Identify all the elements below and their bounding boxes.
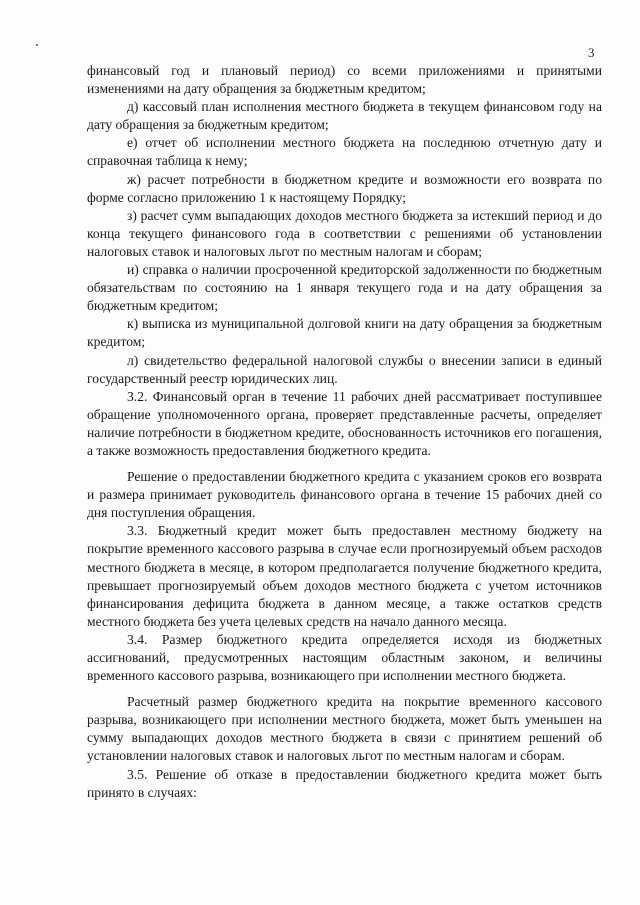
list-item-zh: ж) расчет потребности в бюджетном кредите и возможности его возврата по форме согласно приложению 1 к настоящему Порядку; <box>87 171 602 205</box>
list-item-d: д) кассовый план исполнения местного бюджета в текущем финансовом году на дату обращения за бюджетным кредитом; <box>87 99 602 133</box>
clause-3-2: 3.2. Финансовый орган в течение 11 рабочих дней рассматривает поступившее обращение уполномоченного органа, проверяет представленные расчеты, определяет наличие потребности в бюджетном кредите, обоснованность источников его погашения, а также возможность предоставления бюджетного кредита. <box>87 388 602 458</box>
list-item-l: л) свидетельство федеральной налоговой службы о внесении записи в единый государственный реестр юридических лиц. <box>87 352 602 386</box>
document-body <box>87 62 602 802</box>
scan-speck <box>36 44 38 46</box>
list-item-e: е) отчет об исполнении местного бюджета на последнюю отчетную дату и справочная таблица к нему; <box>87 135 602 169</box>
clause-3-5: 3.5. Решение об отказе в предоставлении бюджетного кредита может быть принято в случаях: <box>87 766 602 800</box>
clause-3-2-decision: Решение о предоставлении бюджетного кредита с указанием сроков его возврата и размера принимает руководитель финансового органа в течение 15 рабочих дней со дня поступления обращения. <box>87 469 602 521</box>
clause-3-3: 3.3. Бюджетный кредит может быть предоставлен местному бюджету на покрытие временного кассового разрыва в случае если прогнозируемый объем расходов местного бюджета в месяце, в котором предполагается получение бюджетного кредита, превышает прогнозируемый объем доходов местного бюджета с учетом источников финансирования дефицита бюджета в данном месяце, а также остатков средств местного бюджета без учета целевых средств на начало данного месяца. <box>87 523 602 629</box>
list-item-i: и) справка о наличии просроченной кредиторской задолженности по бюджетным обязательствам по состоянию на 1 января текущего года и на дату обращения за бюджетным кредитом; <box>87 262 602 314</box>
clause-3-4: 3.4. Размер бюджетного кредита определяется исходя из бюджетных ассигнований, предусмотренных настоящим областным законом, и величины временного кассового разрыва, возникающего при исполнении местного бюджета. <box>87 631 602 684</box>
list-item-k: к) выписка из муниципальной долговой книги на дату обращения за бюджетным кредитом; <box>87 316 602 350</box>
paragraph-continuation: финансовый год и плановый период) со всеми приложениями и принятыми изменениями на дату обращения за бюджетным кредитом; <box>87 63 602 97</box>
page-number: 3 <box>588 45 595 60</box>
list-item-z: з) расчет сумм выпадающих доходов местного бюджета за истекший период и до конца текущего финансового года в соответствии с решениями об установлении налоговых ставок и налоговых льгот по местным налогам и сборам; <box>87 207 602 259</box>
clause-3-4-calculation: Расчетный размер бюджетного кредита на покрытие временного кассового разрыва, возникающего при исполнении местного бюджета, может быть уменьшен на сумму выпадающих доходов местного бюджета в связи с принятием решений об установлении налоговых ставок и налоговых льгот по местным налогам и сборам. <box>87 694 602 764</box>
